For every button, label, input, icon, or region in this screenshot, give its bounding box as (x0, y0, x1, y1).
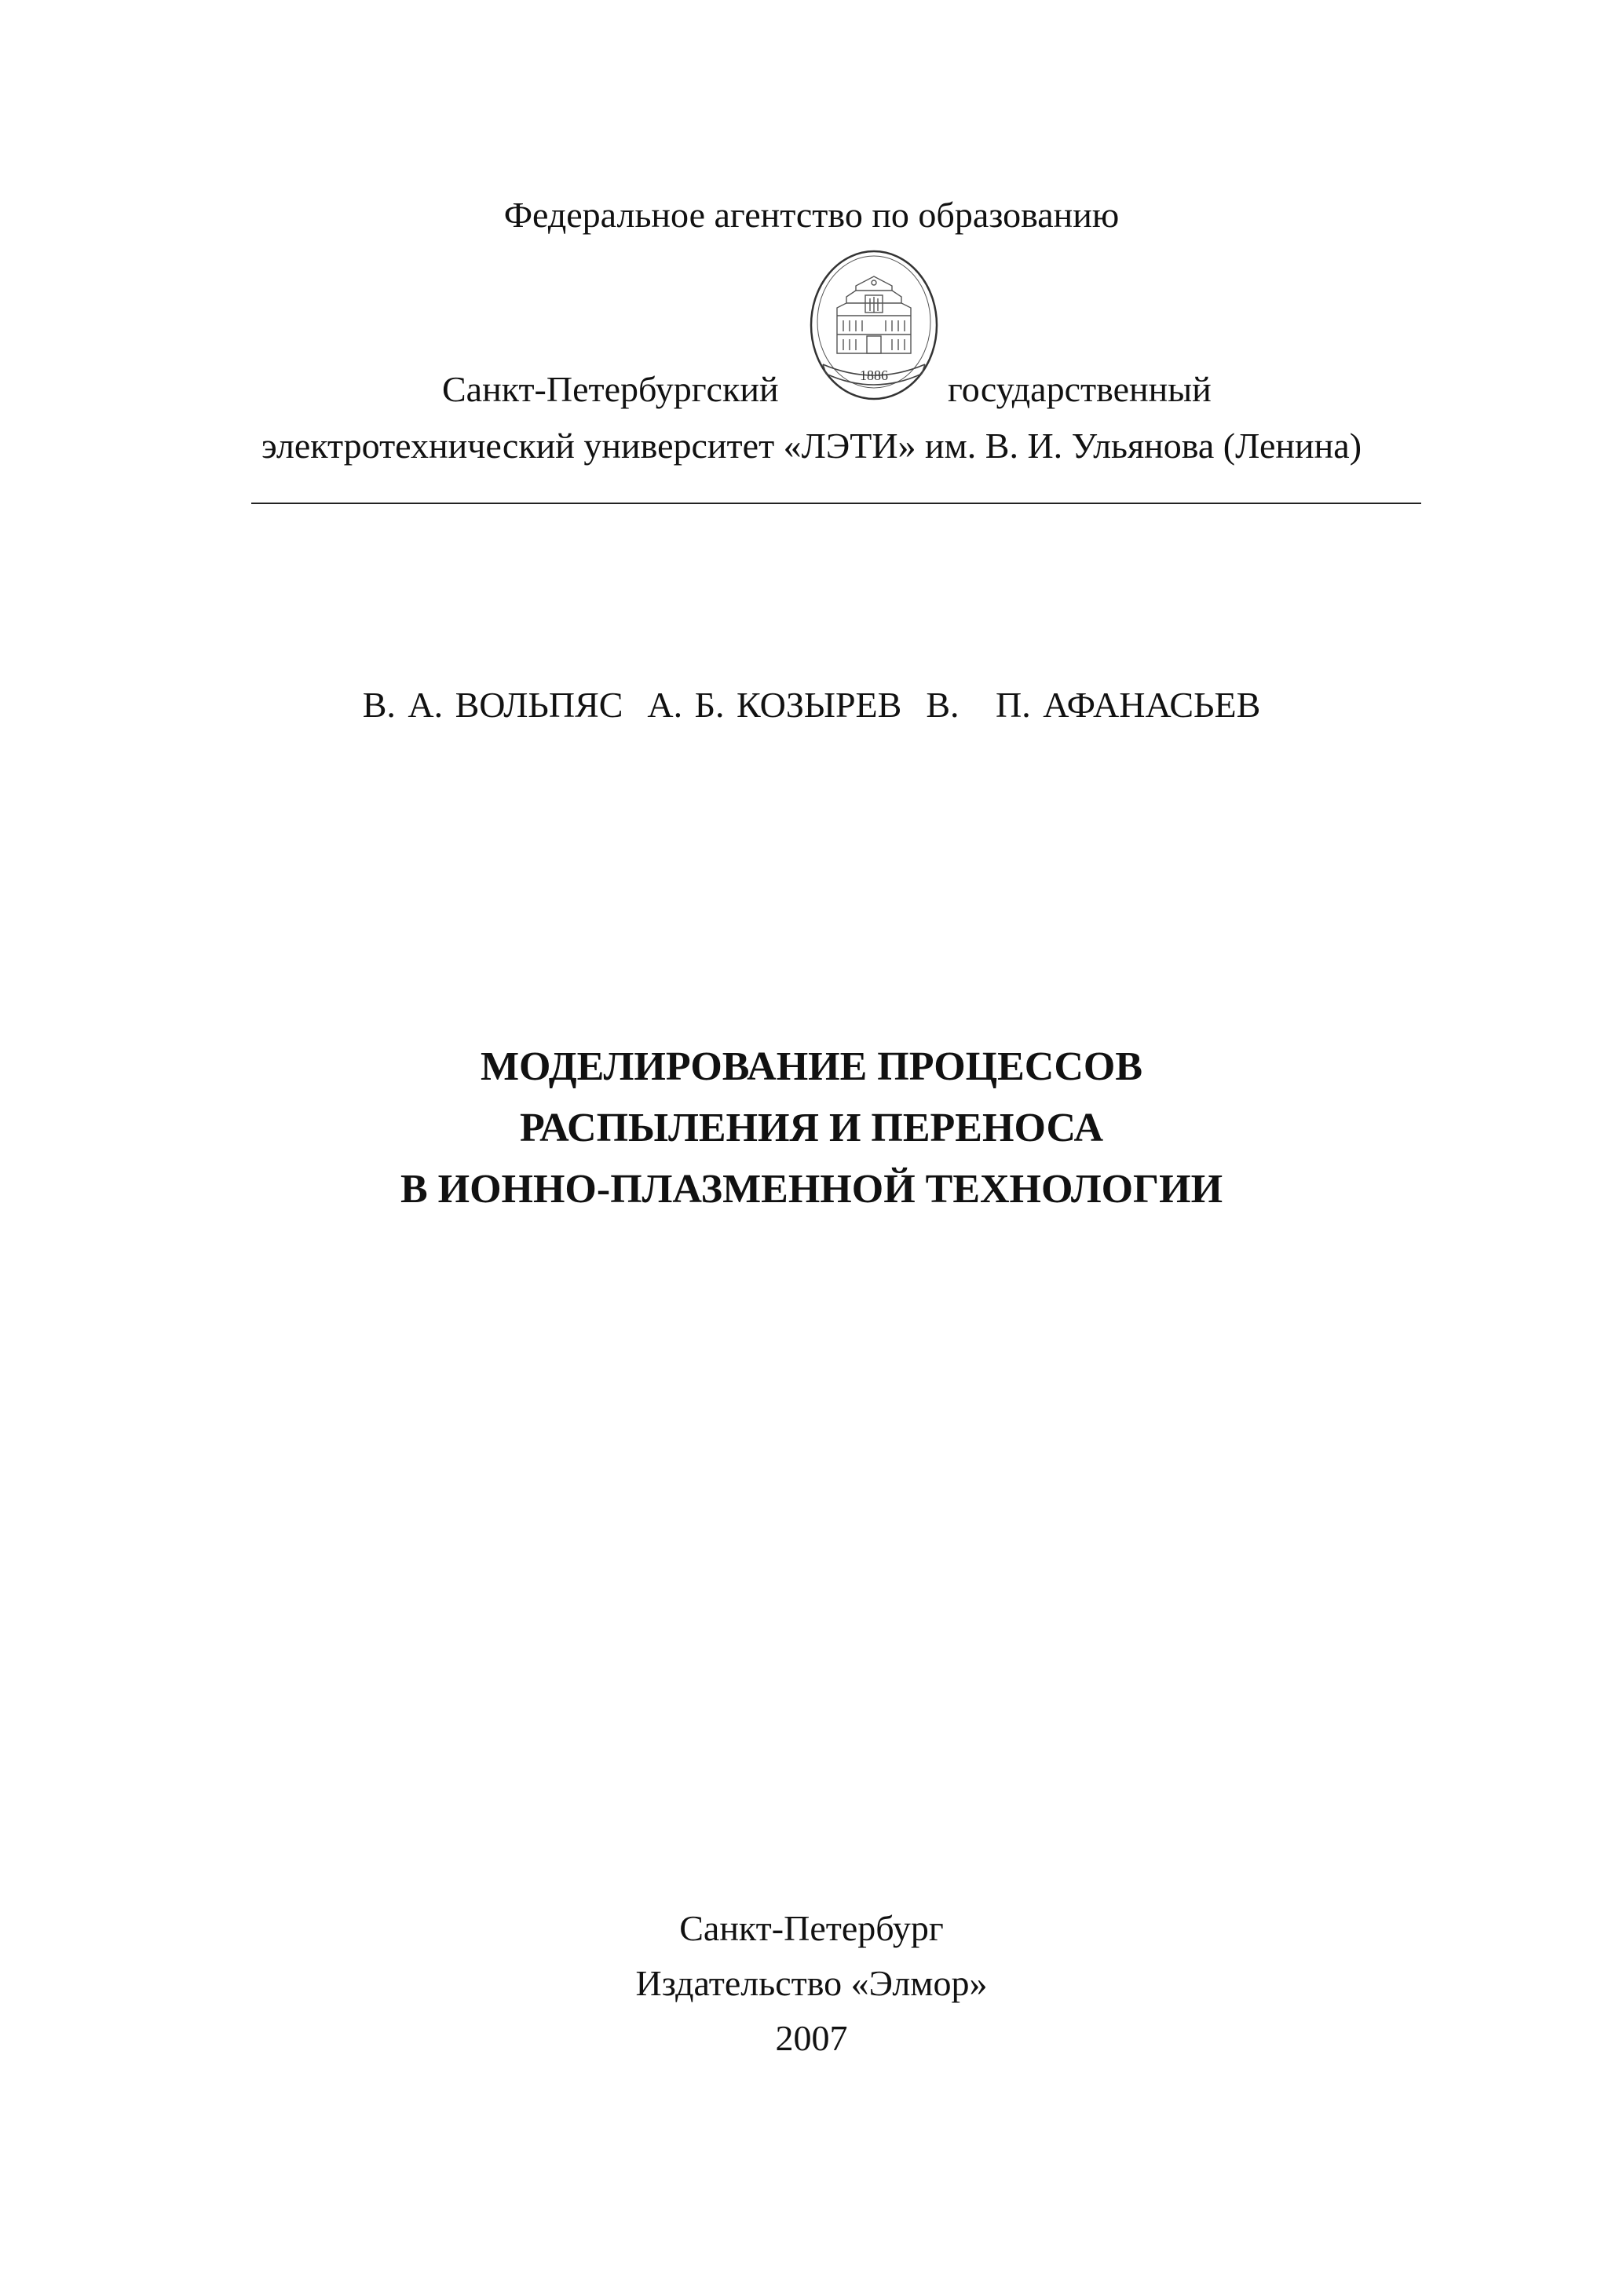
authors: В. А. ВОЛЬПЯС А. Б. КОЗЫРЕВ В. П. АФАНАСЬЕВ (362, 685, 1261, 725)
book-title-line3: В ИОННО-ПЛАЗМЕННОЙ ТЕХНОЛОГИИ (400, 1167, 1223, 1212)
book-title-line2: РАСПЫЛЕНИЯ И ПЕРЕНОСА (519, 1106, 1104, 1150)
book-title-line1: МОДЕЛИРОВАНИЕ ПРОЦЕССОВ (480, 1044, 1143, 1089)
header-divider (251, 503, 1421, 504)
imprint-city: Санкт-Петербург (679, 1908, 944, 1948)
agency-name: Федеральное агентство по образованию (503, 195, 1120, 235)
university-name-line2: электротехнический университет «ЛЭТИ» им. В. И. Ульянова (Ленина) (261, 426, 1362, 466)
imprint-publisher: Издательство «Элмор» (635, 1963, 988, 2003)
logo-year: 1886 (860, 367, 888, 383)
university-name-right: государственный (948, 369, 1212, 409)
imprint-year: 2007 (775, 2018, 848, 2058)
university-name-left: Санкт-Петербургский (442, 369, 779, 409)
university-logo-icon (807, 250, 941, 407)
